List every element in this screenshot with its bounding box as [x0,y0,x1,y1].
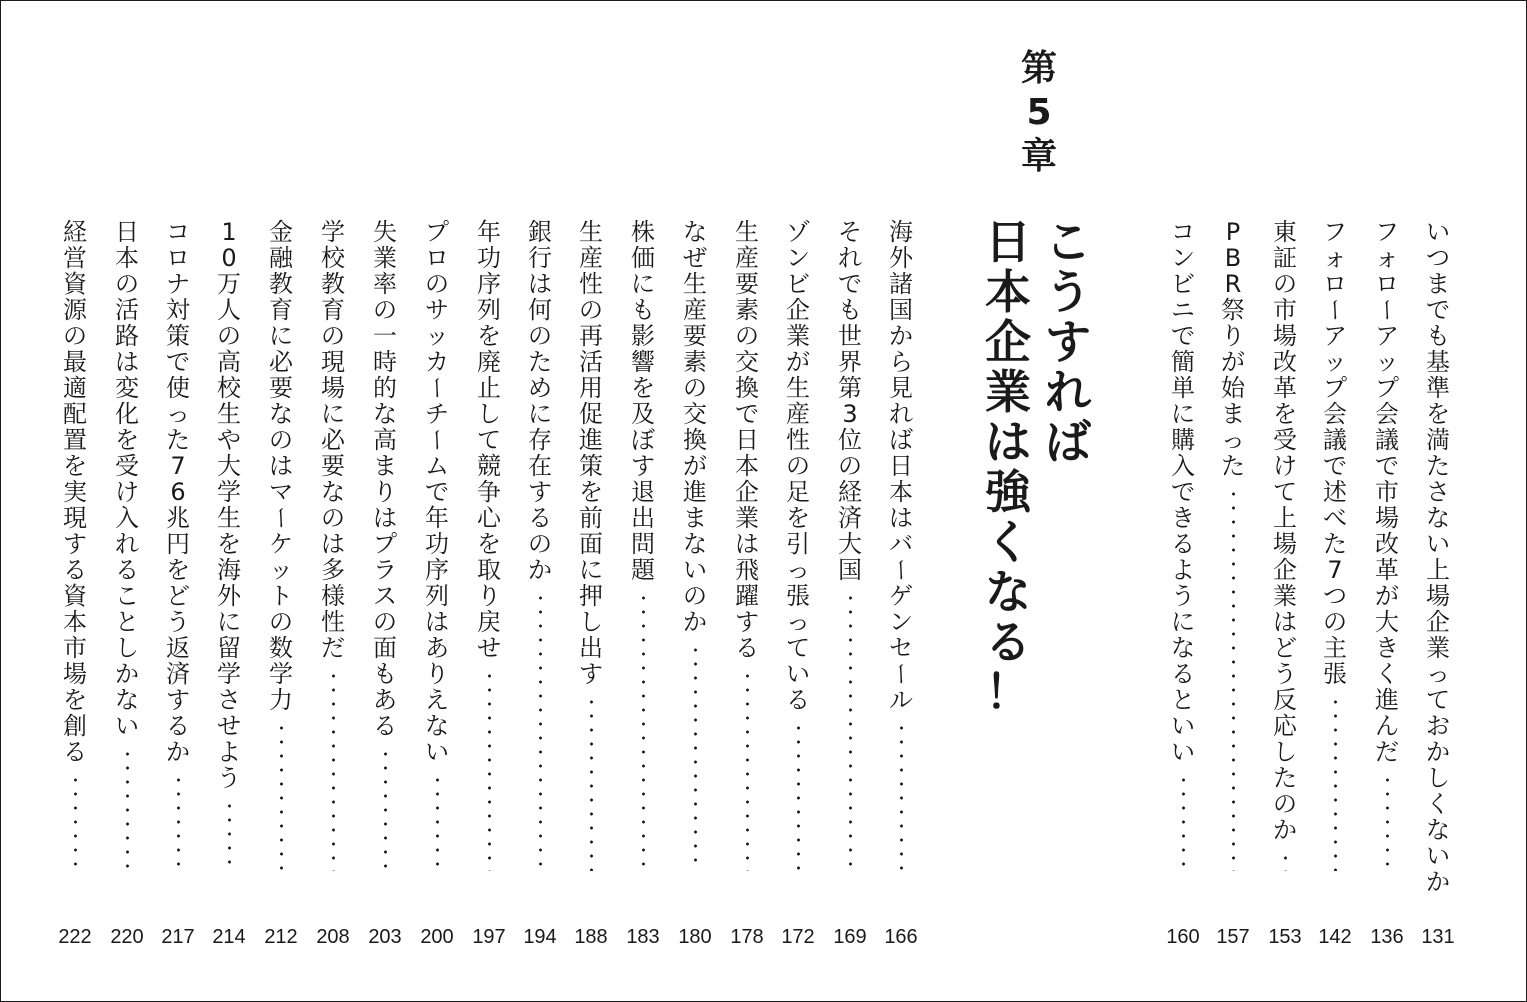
toc-entry-page: 208 [316,926,350,948]
chapter-label-bottom: 章 [1020,136,1057,177]
toc-entry-title: 日 本 の 活 路 は 変 化 を 受 け 入 れ る こ と し か な い [115,218,139,740]
toc-entry-title: そ れ で も 世 界 第 3 位 の 経 済 大 国 [838,218,862,584]
toc-entry[interactable] [317,219,349,949]
toc-entry-title: 生 産 性 の 再 活 用 促 進 策 を 前 面 に 押 し 出 す [579,218,603,688]
toc-entry-page: 136 [1370,926,1404,948]
toc-entry-title: な ぜ 生 産 要 素 の 交 換 が 進 ま な い の か [683,218,707,636]
dot-leader [849,591,852,871]
toc-entry[interactable] [1217,219,1249,949]
dot-leader [177,773,180,871]
toc-entry-title: 生 産 要 素 の 交 換 で 日 本 企 業 は 飛 躍 す る [735,218,759,662]
dot-leader [228,799,231,871]
toc-entry-page: 188 [574,926,608,948]
dot-leader [1386,773,1389,871]
toc-entry-title: P B R 祭 り が 始 ま っ た [1221,218,1245,480]
toc-entry[interactable] [1319,219,1351,949]
dot-leader [332,669,335,871]
toc-entry-title: プ ロ の サ ッ カ ー チ ー ム で 年 功 序 列 は あ り え な い [423,218,451,766]
toc-entry-page: 220 [110,926,144,948]
toc-entry-title: 学 校 教 育 の 現 場 に 必 要 な の は 多 様 性 だ [321,218,345,662]
toc-entry-page: 160 [1166,926,1200,948]
dot-leader [590,695,593,871]
toc-entry-page: 194 [523,926,557,948]
toc-entry-page: 217 [161,926,195,948]
chapter-title-line-1: こ う す れ ば [1045,215,1091,469]
chapter-heading [1011,47,1067,179]
toc-entry-title: フ ォ ロ ー ア ッ プ 会 議 で 市 場 改 革 が 大 き く 進 ん だ [1373,218,1401,766]
dot-leader [1182,773,1185,871]
chapter-title-line-2: 日 本 企 業 は 強 く な る ！ [985,215,1031,719]
toc-entry-page: 180 [678,926,712,948]
toc-entry-title: 1 0 万 人 の 高 校 生 や 大 学 生 を 海 外 に 留 学 さ せ よ う [217,218,241,792]
toc-entry[interactable] [162,219,194,949]
toc-entry[interactable] [782,219,814,949]
toc-entry[interactable] [1167,219,1199,949]
toc-entry[interactable] [731,219,763,949]
toc-entry-page: 214 [212,926,246,948]
toc-entry-page: 131 [1421,926,1455,948]
toc-entry-page: 169 [833,926,867,948]
toc-entry[interactable] [111,219,143,949]
toc-entry[interactable] [421,219,453,949]
dot-leader [1232,487,1235,871]
toc-entry-title: 経 営 資 源 の 最 適 配 置 を 実 現 す る 資 本 市 場 を 創 る [63,218,87,766]
toc-entry[interactable] [265,219,297,949]
dot-leader [746,669,749,871]
toc-entry-page: 157 [1216,926,1250,948]
dot-leader [694,643,697,871]
toc-entry[interactable] [627,219,659,949]
dot-leader [900,721,903,871]
dot-leader [1334,695,1337,871]
dot-leader [126,747,129,871]
toc-entry-page: 203 [368,926,402,948]
toc-entry[interactable] [575,219,607,949]
toc-entry[interactable] [524,219,556,949]
toc-entry-title: 海 外 諸 国 か ら 見 れ ば 日 本 は バ ー ゲ ン セ ー ル [887,218,915,714]
dot-leader [384,747,387,871]
toc-entry[interactable] [1422,219,1454,949]
toc-entry-page: 222 [58,926,92,948]
dot-leader [1284,851,1287,871]
dot-leader [642,591,645,871]
dot-leader [74,773,77,871]
chapter-number: 5 [1026,92,1052,133]
toc-entry-page: 183 [626,926,660,948]
toc-entry-page: 212 [264,926,298,948]
toc-entry[interactable] [679,219,711,949]
toc-entry-page: 153 [1268,926,1302,948]
toc-entry-title: 銀 行 は 何 の た め に 存 在 す る の か [528,218,552,584]
toc-entry-title: 金 融 教 育 に 必 要 な の は マ ー ケ ッ ト の 数 学 力 [267,218,295,714]
chapter-label-top: 第 [1020,48,1057,89]
toc-entry-title: い つ ま で も 基 準 を 満 た さ な い 上 場 企 業 っ て お か し く な い か [1426,218,1450,896]
dot-leader [797,721,800,871]
toc-entry[interactable] [473,219,505,949]
dot-leader [280,721,283,871]
toc-entry[interactable] [1371,219,1403,949]
toc-entry-page: 178 [730,926,764,948]
toc-entry-title: フ ォ ロ ー ア ッ プ 会 議 で 述 べ た 7 つ の 主 張 [1321,218,1349,688]
toc-entry[interactable] [834,219,866,949]
toc-entry[interactable] [369,219,401,949]
toc-entry-title: 失 業 率 の 一 時 的 な 高 ま り は プ ラ ス の 面 も あ る [373,218,397,740]
toc-entry-title: ゾ ン ビ 企 業 が 生 産 性 の 足 を 引 っ 張 っ て い る [786,218,810,714]
toc-entry-title: コ ン ビ ニ で 簡 単 に 購 入 で き る よ う に な る と い い [1171,218,1195,766]
toc-entry[interactable] [213,219,245,949]
toc-entry[interactable] [885,219,917,949]
toc-entry[interactable] [1269,219,1301,949]
dot-leader [539,591,542,871]
toc-entry-page: 142 [1318,926,1352,948]
toc-entry-title: コ ロ ナ 対 策 で 使 っ た 7 6 兆 円 を ど う 返 済 す る か [166,218,190,766]
toc-entry-title: 年 功 序 列 を 廃 止 し て 競 争 心 を 取 り 戻 せ [477,218,501,662]
toc-entry-page: 166 [884,926,918,948]
toc-entry[interactable] [59,219,91,949]
toc-entry-page: 200 [420,926,454,948]
toc-entry-page: 197 [472,926,506,948]
toc-entry-title: 東 証 の 市 場 改 革 を 受 け て 上 場 企 業 は ど う 反 応 し た の か [1273,218,1297,844]
toc-entry-page: 172 [781,926,815,948]
toc-entry-title: 株 価 に も 影 響 を 及 ぼ す 退 出 問 題 [631,218,655,584]
dot-leader [488,669,491,871]
dot-leader [436,773,439,871]
